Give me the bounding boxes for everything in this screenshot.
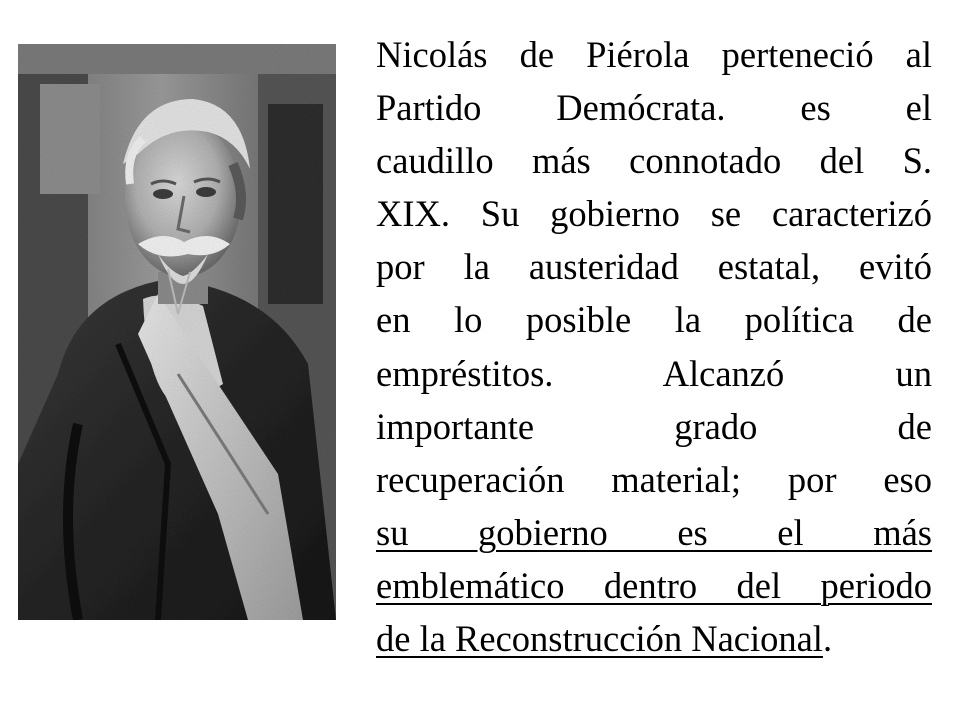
sentence-end-period: . [822,618,833,660]
final-text-line [376,612,932,665]
text-line: en lo posible la política de [376,299,932,341]
text-line: Nicolás de Piérola perteneció al [376,34,932,75]
text-line: recuperación material; por eso [376,458,932,500]
description-paragraph [376,28,932,665]
text-line: empréstitos. Alcanzó un [376,352,932,394]
text-line: importante grado de [376,405,932,447]
emphasis-text-line: emblemático dentro del periodo [376,564,932,606]
portrait-illustration [18,44,336,620]
text-line: por la austeridad estatal, evitó [376,246,932,288]
text-line: XIX. Su gobierno se caracterizó [376,193,932,235]
portrait-photo [18,44,336,620]
emphasis-text-line: su gobierno es el más [376,511,932,553]
text-line: Partido Demócrata. es el [376,87,932,129]
emphasis-text-run: de la Reconstrucción Nacional [376,618,823,660]
text-line: caudillo más connotado del S. [376,140,932,182]
